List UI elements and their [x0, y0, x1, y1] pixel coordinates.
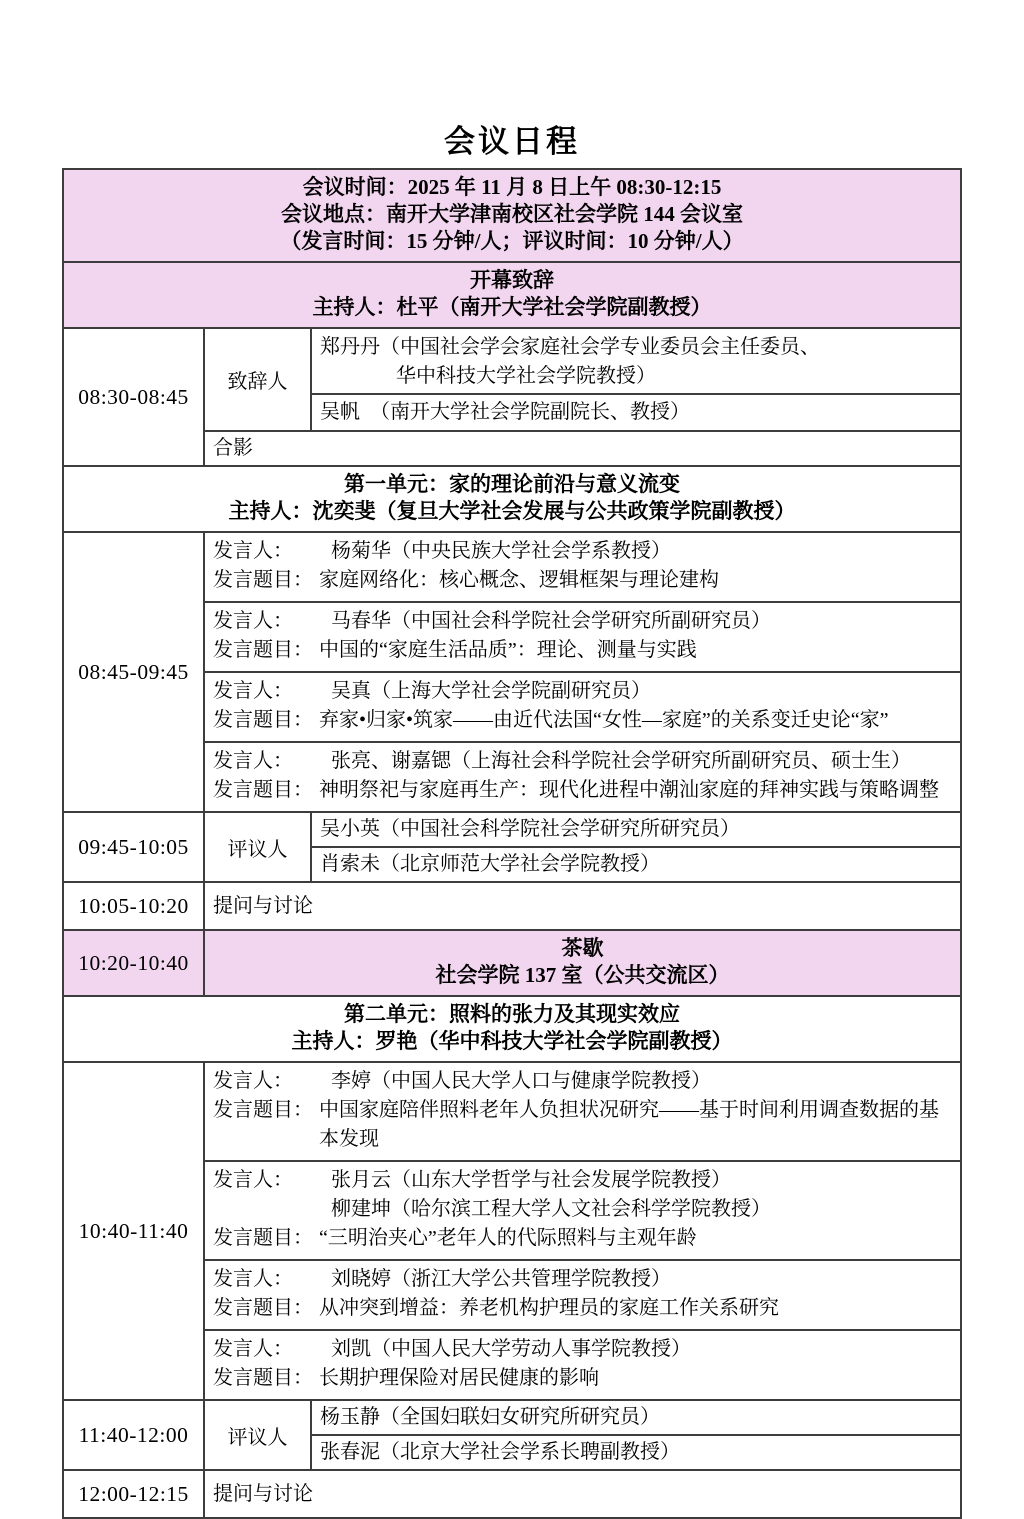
- time-cell-unit1-qa: 10:05-10:20: [78, 893, 189, 918]
- tea-break-place: 社会学院 137 室（公共交流区）: [435, 963, 730, 987]
- speaker-names: [319, 1166, 952, 1224]
- qa-cell: 提问与讨论: [203, 1471, 960, 1517]
- unit1-review-row: [64, 811, 960, 881]
- talk-row: [205, 601, 960, 671]
- greeter-entry-1: [312, 329, 960, 393]
- talk-topic: 神明祭祀与家庭再生产：现代化进程中潮汕家庭的拜神实践与策略调整: [319, 779, 939, 801]
- unit1-talks-row: [64, 531, 960, 811]
- speaker-label: 发言人：: [213, 540, 293, 562]
- topic-label: 发言题目：: [213, 639, 313, 661]
- speaker-name: 刘凯（中国人民大学劳动人事学院教授）: [331, 1338, 691, 1360]
- unit1-title: 第一单元：家的理论前沿与意义流变: [344, 472, 680, 496]
- speaker-name: 张月云（山东大学哲学与社会发展学院教授）: [331, 1169, 731, 1191]
- greeter-role-cell: 致辞人: [227, 371, 288, 393]
- greeter-block: [205, 329, 960, 430]
- talk-topic: 家庭网络化：核心概念、逻辑框架与理论建构: [319, 569, 719, 591]
- schedule-table: [62, 168, 962, 1519]
- speaker-name: 马春华（中国社会科学院社会学研究所副研究员）: [331, 610, 771, 632]
- talk-row: [205, 1259, 960, 1329]
- opening-header: [64, 261, 960, 327]
- talk-row: [205, 1329, 960, 1399]
- greeter-1-line-2: 华中科技大学社会学院教授）: [396, 365, 656, 387]
- opening-title: 开幕致辞: [470, 268, 554, 292]
- topic-label: 发言题目：: [213, 709, 313, 731]
- time-cell-unit2-qa: 12:00-12:15: [78, 1481, 189, 1506]
- talk-row: [205, 741, 960, 811]
- time-cell-opening: 08:30-08:45: [78, 384, 189, 409]
- unit2-header: [64, 995, 960, 1061]
- unit1-reviewer-list: [310, 813, 960, 881]
- unit2-talks-row: [64, 1061, 960, 1399]
- page-title: 会议日程: [444, 124, 580, 159]
- conference-time-line: 会议时间：2025 年 11 月 8 日上午 08:30-12:15: [302, 175, 722, 199]
- unit2-host: 主持人：罗艳（华中科技大学社会学院副教授）: [291, 1029, 733, 1053]
- speaker-name: 柳建坤（哈尔滨工程大学人文社会科学学院教授）: [331, 1198, 771, 1220]
- greeter-entry-2: 吴帆 （南开大学社会学院副院长、教授）: [312, 393, 960, 430]
- topic-label: 发言题目：: [213, 1227, 313, 1249]
- time-cell-unit1-review: 09:45-10:05: [78, 834, 189, 859]
- speaker-name: 李婷（中国人民大学人口与健康学院教授）: [331, 1070, 711, 1092]
- speaker-name: 吴真（上海大学社会学院副研究员）: [331, 680, 651, 702]
- reviewer-entry: 肖索未（北京师范大学社会学院教授）: [312, 846, 960, 881]
- talk-topic: 中国的“家庭生活品质”：理论、测量与实践: [319, 639, 697, 661]
- reviewer-entry: 张春泥（北京大学社会学系长聘副教授）: [312, 1434, 960, 1469]
- talk-topic: “三明治夹心”老年人的代际照料与主观年龄: [319, 1227, 697, 1249]
- opening-content: [203, 329, 960, 465]
- unit1-talk-list: [203, 533, 960, 811]
- talk-topic: 长期护理保险对居民健康的影响: [319, 1367, 599, 1389]
- talk-topic: 从冲突到增益：养老机构护理员的家庭工作关系研究: [319, 1297, 779, 1319]
- tea-break-row: [64, 929, 960, 995]
- unit2-talk-list: [203, 1063, 960, 1399]
- speaker-label: 发言人：: [213, 1169, 293, 1191]
- speaker-label: 发言人：: [213, 1268, 293, 1290]
- talk-topic: 中国家庭陪伴照料老年人负担状况研究——基于时间利用调查数据的基本发现: [319, 1099, 939, 1150]
- unit2-reviewer-list: [310, 1401, 960, 1469]
- tea-break-title: 茶歇: [561, 936, 604, 960]
- speaker-name: 张亮、谢嘉锶（上海社会科学院社会学研究所副研究员、硕士生）: [331, 750, 911, 772]
- reviewer-role-cell: 评议人: [203, 813, 310, 881]
- topic-label: 发言题目：: [213, 1099, 313, 1121]
- unit2-title: 第二单元：照料的张力及其现实效应: [344, 1002, 680, 1026]
- time-cell-unit2-talks: 10:40-11:40: [78, 1218, 189, 1243]
- topic-label: 发言题目：: [213, 1367, 313, 1389]
- unit1-qa-row: [64, 881, 960, 929]
- topic-label: 发言题目：: [213, 569, 313, 591]
- greeter-list: [310, 329, 960, 430]
- speaker-label: 发言人：: [213, 1338, 293, 1360]
- topic-label: 发言题目：: [213, 1297, 313, 1319]
- time-cell-unit1-talks: 08:45-09:45: [78, 659, 189, 684]
- talk-row: [205, 1063, 960, 1160]
- tea-break-cell: [203, 931, 960, 995]
- talk-row: [205, 671, 960, 741]
- reviewer-role-cell: 评议人: [203, 1401, 310, 1469]
- photo-cell: 合影: [205, 430, 960, 465]
- speaker-label: 发言人：: [213, 750, 293, 772]
- talk-topic: 弃家•归家•筑家——由近代法国“女性—家庭”的关系变迁史论“家”: [319, 709, 889, 731]
- speaker-label: 发言人：: [213, 610, 293, 632]
- opening-host: 主持人：杜平（南开大学社会学院副教授）: [312, 295, 712, 319]
- conference-place-line: 会议地点：南开大学津南校区社会学院 144 会议室: [281, 202, 743, 226]
- talk-row: [205, 533, 960, 601]
- unit2-review-row: [64, 1399, 960, 1469]
- unit1-header: [64, 465, 960, 531]
- speaker-name: 刘晓婷（浙江大学公共管理学院教授）: [331, 1268, 671, 1290]
- unit1-host: 主持人：沈奕斐（复旦大学社会发展与公共政策学院副教授）: [228, 499, 796, 523]
- time-cell-unit2-review: 11:40-12:00: [78, 1422, 189, 1447]
- speaker-label: 发言人：: [213, 680, 293, 702]
- time-cell-tea: 10:20-10:40: [78, 950, 189, 975]
- conference-info-block: [64, 170, 960, 261]
- reviewer-entry: 吴小英（中国社会科学院社会学研究所研究员）: [320, 818, 740, 840]
- speaker-label: 发言人：: [213, 1070, 293, 1092]
- greeter-1-line-1: 郑丹丹（中国社会学会家庭社会学专业委员会主任委员、: [320, 336, 820, 358]
- qa-cell: 提问与讨论: [203, 883, 960, 929]
- talk-row: [205, 1160, 960, 1259]
- reviewer-entry: 杨玉静（全国妇联妇女研究所研究员）: [320, 1406, 660, 1428]
- speaker-name: 杨菊华（中央民族大学社会学系教授）: [331, 540, 671, 562]
- topic-label: 发言题目：: [213, 779, 313, 801]
- conference-note-line: （发言时间：15 分钟/人；评议时间：10 分钟/人）: [280, 229, 744, 253]
- unit2-qa-row: [64, 1469, 960, 1517]
- opening-session-row: [64, 327, 960, 465]
